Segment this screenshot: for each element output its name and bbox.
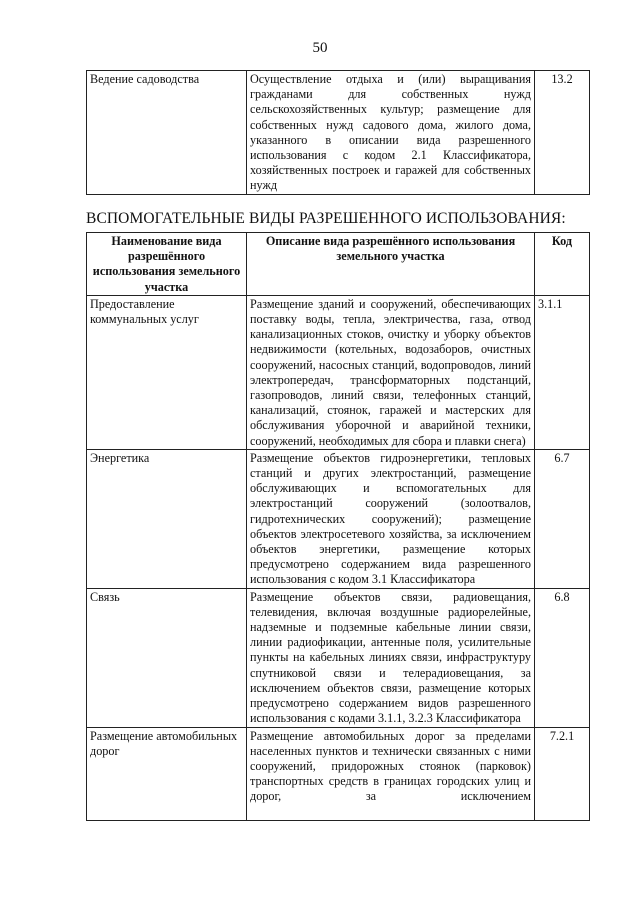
use-code-cell: 6.8	[535, 588, 590, 727]
use-name-cell: Связь	[87, 588, 247, 727]
use-description-cell: Размещение объектов гидроэнергетики, тепловых станций и других электростанций, размещение обслуживающих и вспомогательных для электростанций сооружений (золоотвалов, гидротехнических сооружений); размещение объектов электросетевого хозяйства, за исключением объектов энергетики, размещение которых предусмотрено содержанием вида разрешенного использования с кодом 3.1 Классификатора	[247, 449, 535, 588]
header-description: Описание вида разрешённого использования земельного участка	[247, 233, 535, 296]
use-description-cell: Размещение автомобильных дорог за пределами населенных пунктов и технически связанных с ними сооружений, придорожных стоянок (парковок) транспортных средств в границах городских улиц и дорог, за исключением	[247, 727, 535, 820]
use-name-cell: Ведение садоводства	[87, 71, 247, 195]
table-row	[87, 727, 590, 820]
section-heading: ВСПОМОГАТЕЛЬНЫЕ ВИДЫ РАЗРЕШЕННОГО ИСПОЛЬЗОВАНИЯ:	[86, 210, 566, 227]
use-code-cell: 13.2	[535, 71, 590, 195]
header-name: Наименование вида разрешённого использования земельного участка	[87, 233, 247, 296]
use-name-cell: Размещение автомобильных дорог	[87, 727, 247, 820]
auxiliary-uses-table	[86, 232, 590, 821]
use-name-cell: Предоставление коммунальных услуг	[87, 295, 247, 449]
page-number: 50	[312, 40, 328, 56]
use-name-cell: Энергетика	[87, 449, 247, 588]
use-description-cell: Размещение зданий и сооружений, обеспечивающих поставку воды, тепла, электричества, газа, отвод канализационных стоков, очистку и уборку объектов недвижимости (котельных, водозаборов, очистных сооружений, насосных станций, водопроводов, линий электропередач, трансформаторных подстанций, газопроводов, линий связи, телефонных станций, канализаций, стоянок, гаражей и мастерских для обслуживания уборочной и аварийной техники, сооружений, необходимых для сбора и плавки снега)	[247, 295, 535, 449]
use-code-cell: 7.2.1	[535, 727, 590, 820]
table-header-row	[87, 233, 590, 296]
table-row	[87, 588, 590, 727]
use-code-cell: 6.7	[535, 449, 590, 588]
use-description-cell: Размещение объектов связи, радиовещания, телевидения, включая воздушные радиорелейные, надземные и подземные кабельные линии связи, линии радиофикации, антенные поля, усилительные пункты на кабельных линиях связи, инфраструктуру спутниковой связи и телерадиовещания, за исключением объектов связи, размещение которых предусмотрено содержанием видов разрешенного использования с кодами 3.1.1, 3.2.3 Классификатора	[247, 588, 535, 727]
table-row	[87, 295, 590, 449]
use-code-cell: 3.1.1	[535, 295, 590, 449]
header-code: Код	[535, 233, 590, 296]
table-row	[87, 449, 590, 588]
use-description-cell: Осуществление отдыха и (или) выращивания гражданами для собственных нужд сельскохозяйственных культур; размещение для собственных нужд садового дома, жилого дома, указанного в описании вида разрешенного использования с кодом 2.1 Классификатора, хозяйственных построек и гаражей для собственных нужд	[247, 71, 535, 195]
